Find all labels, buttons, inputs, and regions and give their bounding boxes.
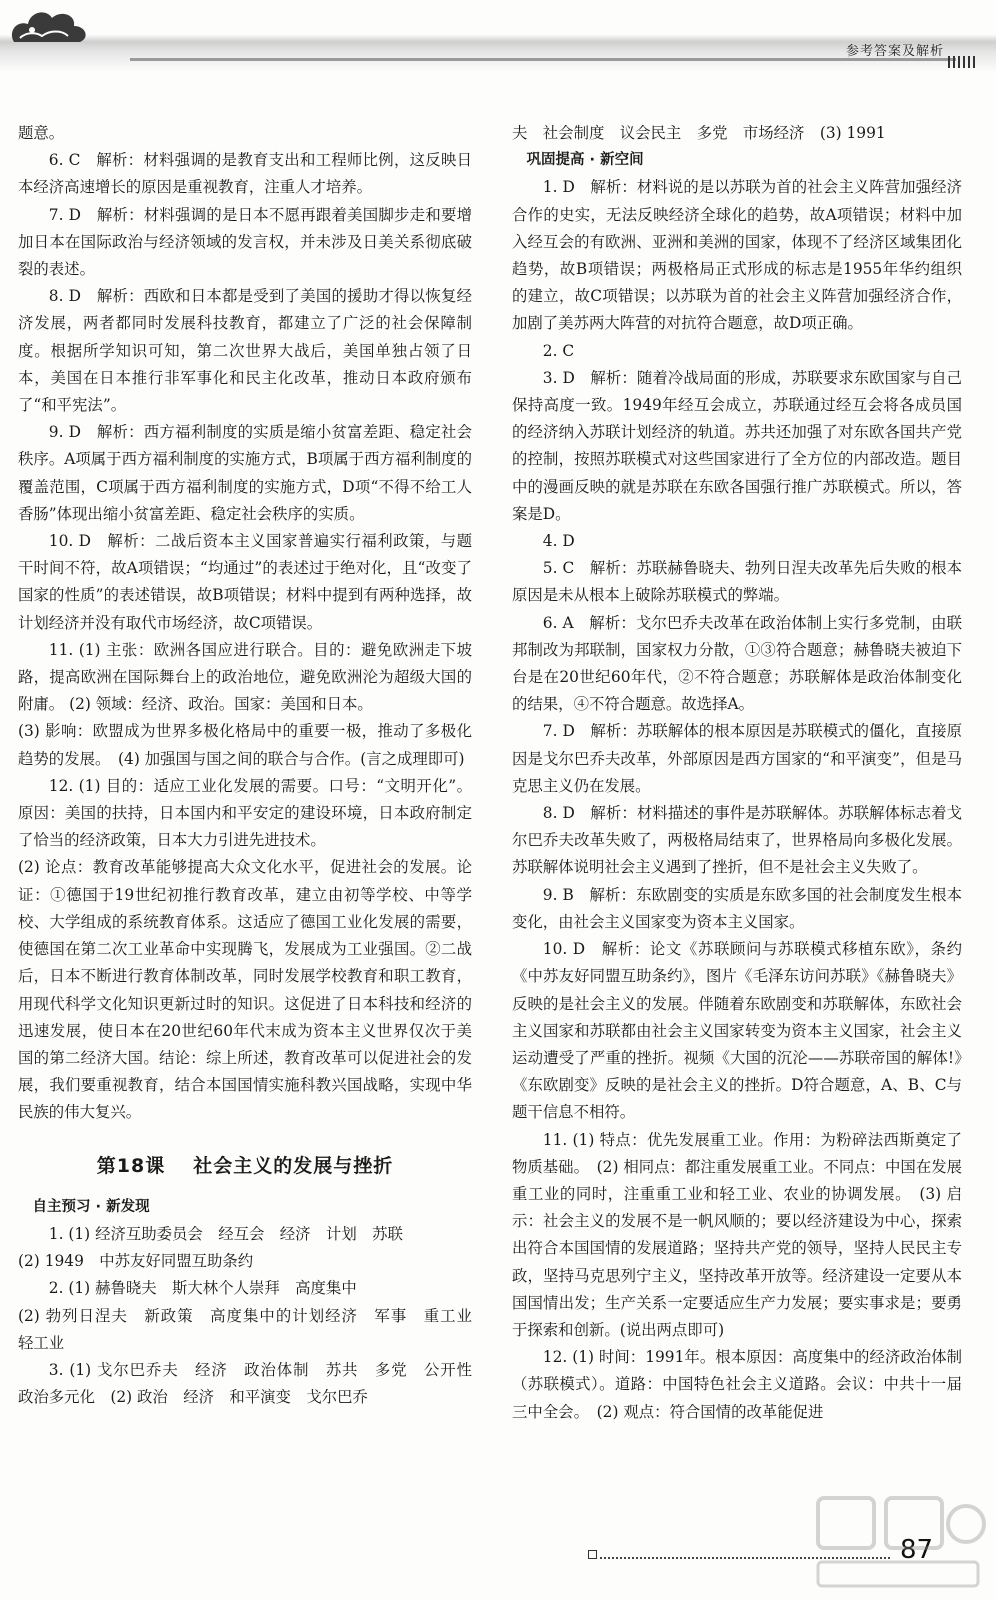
answer-paragraph: 2. (1) 赫鲁晓夫 斯大林个人崇拜 高度集中: [48, 1279, 357, 1298]
header-rule: [130, 58, 956, 61]
page-number: 87: [900, 1535, 934, 1565]
answer-paragraph: 7. D 解析：材料强调的是日本不愿再跟着美国脚步走和要增加日本在国际政治与经济领域的发言权，并未涉及日美关系彻底破裂的表述。: [18, 205, 472, 279]
answer-paragraph: 2. C: [542, 341, 575, 360]
answer-paragraph: (2) 1949 中苏友好同盟互助条约: [18, 1252, 254, 1271]
answer-paragraph: 题意。: [18, 124, 65, 142]
answer-paragraph: 5. C 解析：苏联赫鲁晓夫、勃列日涅夫改革先后失败的根本原因是未从根本上破除苏联模式的弊端。: [512, 559, 962, 605]
answer-paragraph: 3. D 解析：随着冷战局面的形成，苏联要求东欧国家与自己保持高度一致。1949年经互会成立，苏联通过经互会将各成员国的经济纳入苏联计划经济的轨道。苏共还加强了对东欧各国共产党的控制，按照苏联模式对这些国家进行了全方位的内部改造。题目中的漫画反映的就是苏联在东欧各国强行推广苏联模式。所以，答案是D。: [512, 368, 962, 523]
answer-paragraph: 8. D 解析：材料描述的事件是苏联解体。苏联解体标志着戈尔巴乔夫改革失败了，两极格局结束了，世界格局向多极化发展。苏联解体说明社会主义遇到了挫折，但不是社会主义失败了。: [512, 804, 962, 877]
answer-paragraph: (2) 论点：教育改革能够提高大众文化水平，促进社会的发展。论证：①德国于19世纪初推行教育改革，建立由初等学校、中等学校、大学组成的系统教育体系。这适应了德国工业化发展的需要，使德国在第二次工业革命中实现腾飞，发展成为工业强国。②二战后，日本不断进行教育体制改革，同时发展学校教育和职工教育，用现代科学文化知识更新过时的知识。这促进了日本科技和经济的迅速发展，使日本在20世纪60年代末成为资本主义世界仅次于美国的第二经济大国。结论：综上所述，教育改革可以促进社会的发展，我们要重视教育，结合本国国情实施科教兴国战略，实现中华民族的伟大复兴。: [18, 858, 472, 1122]
answer-paragraph: 10. D 解析：论文《苏联顾问与苏联模式移植东欧》，条约《中苏友好同盟互助条约》，图片《毛泽东访问苏联》《赫鲁晓夫》反映的是社会主义的发展。伴随着东欧剧变和苏联解体，东欧社会主义国家和苏联都由社会主义国家转变为资本主义国家，社会主义运动遭受了严重的挫折。视频《大国的沉沦——苏联帝国的解体!》《东欧剧变》反映的是社会主义的挫折。D符合题意，A、B、C与题干信息不相符。: [512, 940, 962, 1122]
lesson-title: 社会主义的发展与挫折: [193, 1154, 394, 1177]
answer-paragraph: 11. (1) 主张：欧洲各国应进行联合。目的：避免欧洲走下坡路，提高欧洲在国际舞台上的政治地位，避免欧洲沦为超级大国的附庸。 (2) 领域：经济、政治。国家：美国和日本。: [18, 640, 472, 714]
section-heading: 巩固提高 · 新空间: [526, 152, 644, 169]
answer-paragraph: 12. (1) 目的：适应工业化发展的需要。口号：“文明开化”。原因：美国的扶持，日本国内和平安定的建设环境，日本政府制定了恰当的经济政策，日本大力引进先进技术。: [18, 776, 472, 850]
answer-paragraph: 11. (1) 特点：优先发展重工业。作用：为粉碎法西斯奠定了物质基础。 (2) 相同点：都注重发展重工业。不同点：中国在发展重工业的同时，注重重工业和轻工业、农业的协调发展。 (3) 启示：社会主义的发展不是一帆风顺的；要以经济建设为中心，探索出符合本国国情的发展道路；坚持共产党的领导，坚持人民民主专政，坚持马克思列宁主义，坚持改革开放等。经济建设一定要从本国国情出发；生产关系一定要适应生产力发展；要实事求是；要勇于探索和创新。(说出两点即可): [512, 1130, 962, 1339]
answer-paragraph: 6. C 解析：材料强调的是教育支出和工程师比例，这反映日本经济高速增长的原因是重视教育，注重人才培养。: [18, 151, 472, 197]
answer-paragraph: 10. D 解析：二战后资本主义国家普遍实行福利政策，与题干时间不符，故A项错误；“均通过”的表述过于绝对化，且“改变了国家的性质”的表述错误，故B项错误；材料中提到有两种选择，故计划经济并没有取代市场经济，故C项错误。: [18, 532, 472, 632]
page-header: [0, 0, 996, 72]
answer-paragraph: 8. D 解析：西欧和日本都是受到了美国的援助才得以恢复经济发展，两者都同时发展科技教育，都建立了广泛的社会保障制度。根据所学知识可知，第二次世界大战后，美国单独占领了日本，美国在日本推行非军事化和民主化改革，推动日本政府颁布了“和平宪法”。: [18, 287, 472, 415]
answer-paragraph: 夫 社会制度 议会民主 多党 市场经济 (3) 1991: [512, 124, 886, 142]
answer-paragraph: (2) 勃列日涅夫 新政策 高度集中的计划经济 军事 重工业 轻工业: [18, 1306, 488, 1352]
watermark-logo-icon: [808, 1490, 988, 1596]
answer-paragraph: 9. D 解析：西方福利制度的实质是缩小贫富差距、稳定社会秩序。A项属于西方福利制度的实施方式，B项属于西方福利制度的覆盖范围，C项属于西方福利制度的实施方式，D项“不得不给工人香肠”体现出缩小贫富差距、稳定社会秩序的实质。: [18, 423, 472, 523]
lesson-number: 第18课: [96, 1154, 166, 1177]
left-column: [18, 120, 488, 1411]
answer-paragraph: 7. D 解析：苏联解体的根本原因是苏联模式的僵化，直接原因是戈尔巴乔夫改革，外部原因是西方国家的“和平演变”，但是马克思主义仍在发展。: [512, 722, 962, 795]
answer-paragraph: 1. (1) 经济互助委员会 经互会 经济 计划 苏联: [48, 1224, 403, 1243]
right-column: [512, 120, 962, 1426]
footer-square-icon: [588, 1550, 597, 1559]
answer-paragraph: 1. D 解析：材料说的是以苏联为首的社会主义阵营加强经济合作的史实，无法反映经济全球化的趋势，故A项错误；材料中加入经互会的有欧洲、亚洲和美洲的国家，体现不了经济区域集团化趋势，故B项错误；两极格局正式形成的标志是1955年华约组织的建立，故C项错误；以苏联为首的社会主义阵营加强经济合作，加剧了美苏两大阵营的对抗符合题意，故D项正确。: [512, 178, 962, 333]
answer-paragraph: 6. A 解析：戈尔巴乔夫改革在政治体制上实行多党制，由联邦制改为邦联制，国家权力分散，①③符合题意；赫鲁晓夫被迫下台是在20世纪60年代，②不符合题意；苏联解体是政治体制变化的结果，④不符合题意。故选择A。: [512, 613, 962, 714]
answer-paragraph: (3) 影响：欧盟成为世界多极化格局中的重要一极，推动了多极化趋势的发展。 (4) 加强国与国之间的联合与合作。(言之成理即可): [18, 722, 472, 768]
header-title: 参考答案及解析: [845, 44, 944, 59]
lesson-heading: [18, 1153, 472, 1180]
cloud-ornament-icon: [6, 2, 96, 52]
answer-paragraph: 9. B 解析：东欧剧变的实质是东欧多国的社会制度发生根本变化，由社会主义国家变为资本主义国家。: [512, 885, 962, 931]
header-bar-ornament: [948, 56, 978, 68]
answer-paragraph: 4. D: [542, 532, 575, 551]
answer-paragraph: 3. (1) 戈尔巴乔夫 经济 政治体制 苏共 多党 公开性 政治多元化 (2) 政治 经济 和平演变 戈尔巴乔: [18, 1360, 488, 1407]
section-heading: 自主预习 · 新发现: [32, 1198, 150, 1215]
footer-dotted-rule: [600, 1553, 890, 1559]
answer-paragraph: 12. (1) 时间：1991年。根本原因：高度集中的经济政治体制（苏联模式）。道路：中国特色社会主义道路。会议：中共十一届三中全会。 (2) 观点：符合国情的改革能促进: [512, 1348, 962, 1421]
